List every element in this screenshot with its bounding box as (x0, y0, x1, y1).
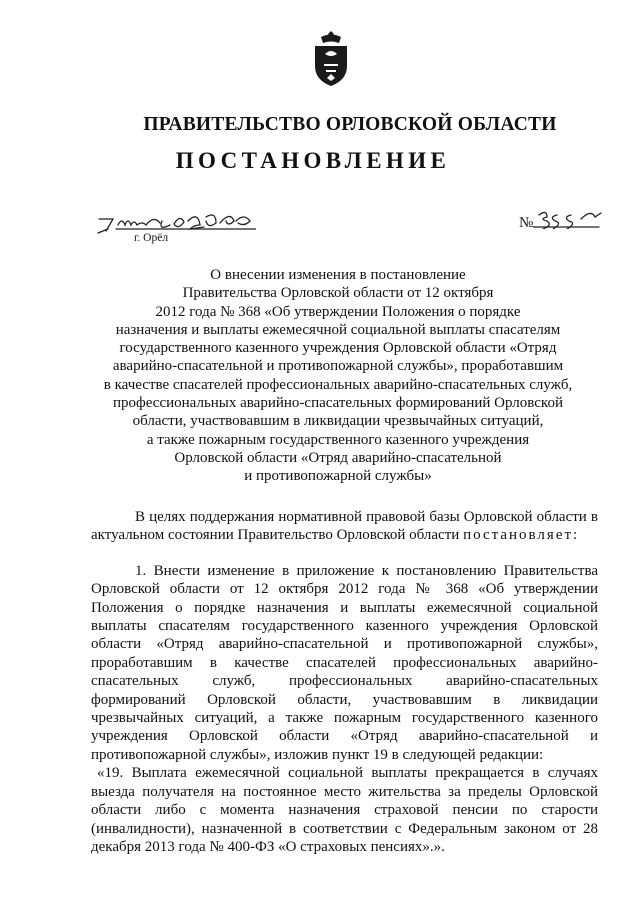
government-title: ПРАВИТЕЛЬСТВО ОРЛОВСКОЙ ОБЛАСТИ (143, 114, 557, 135)
city-label: г. Орёл (134, 232, 169, 244)
subject-line: а также пожарным государственного казенного учреждения (146, 431, 530, 448)
preamble-paragraph (91, 508, 598, 545)
subject-line: области, участвовавшим в ликвидации чрезвычайных ситуаций, (132, 413, 544, 430)
subject-line: аварийно-спасательной и противопожарной службы», проработавшим (112, 358, 564, 375)
subject-line: О внесении изменения в постановление (210, 267, 466, 283)
document-subject (40, 266, 636, 486)
clause-1-paragraph: 1. Внести изменение в приложение к постановлению Правительства Орловской области от 12 октября 2012 года № 368 «Об утверждении Положения о порядке назначения и выплаты ежемесячной социальной выплаты спасателям государственного казенного учреждения Орловской области «Отряд аварийно-спасательной и противопожарной службы», проработавшим в качестве спасателей профессиональных аварийно-спасательных служб, профессиональных аварийно-спасательных формирований Орловской области, участвовавшим в ликвидации чрезвычайных ситуаций, а также пожарным государственного казенного учреждения Орловской области «Отряд аварийно-спасательной и противопожарной службы», изложив пункт 19 в следующей редакции: (91, 562, 598, 763)
document-type: ПОСТАНОВЛЕНИЕ (175, 148, 451, 173)
handwritten-date-icon (96, 207, 256, 235)
clause-19-paragraph: «19. Выплата ежемесячной социальной выплаты прекращается в случаях выезда получателя на постоянное место жительства за пределы Орловской области либо с момента назначения страховой пенсии по старости (инвалидности), назначенной в соответствии с Федеральным законом от 28 декабря 2013 года № 400-ФЗ «О страховых пенсиях».». (91, 765, 598, 855)
subject-line: Орловской области «Отряд аварийно-спасательной (174, 449, 502, 466)
subject-line: государственного казенного учреждения Орловской области «Отряд (119, 340, 557, 357)
subject-line: и противопожарной службы» (244, 468, 432, 485)
preamble-text: В целях поддержания нормативной правовой базы Орловской области в актуальном состоянии Правительство Орловской области (91, 509, 598, 544)
resolves-word: постановляет: (463, 527, 580, 544)
subject-line: 2012 года № 368 «Об утверждении Положения о порядке (155, 303, 521, 320)
subject-line: назначения и выплаты ежемесячной социальной выплаты спасателям (115, 321, 561, 338)
coat-of-arms-icon (311, 30, 351, 88)
subject-line: Правительства Орловской области от 12 октября (182, 285, 494, 302)
handwritten-number-icon (533, 209, 603, 229)
number-label: № (519, 215, 534, 231)
subject-line: в качестве спасателей профессиональных аварийно-спасательных служб, (103, 376, 573, 393)
subject-line: профессиональных аварийно-спасательных формирований Орловской (113, 395, 563, 412)
document-body (91, 508, 598, 856)
